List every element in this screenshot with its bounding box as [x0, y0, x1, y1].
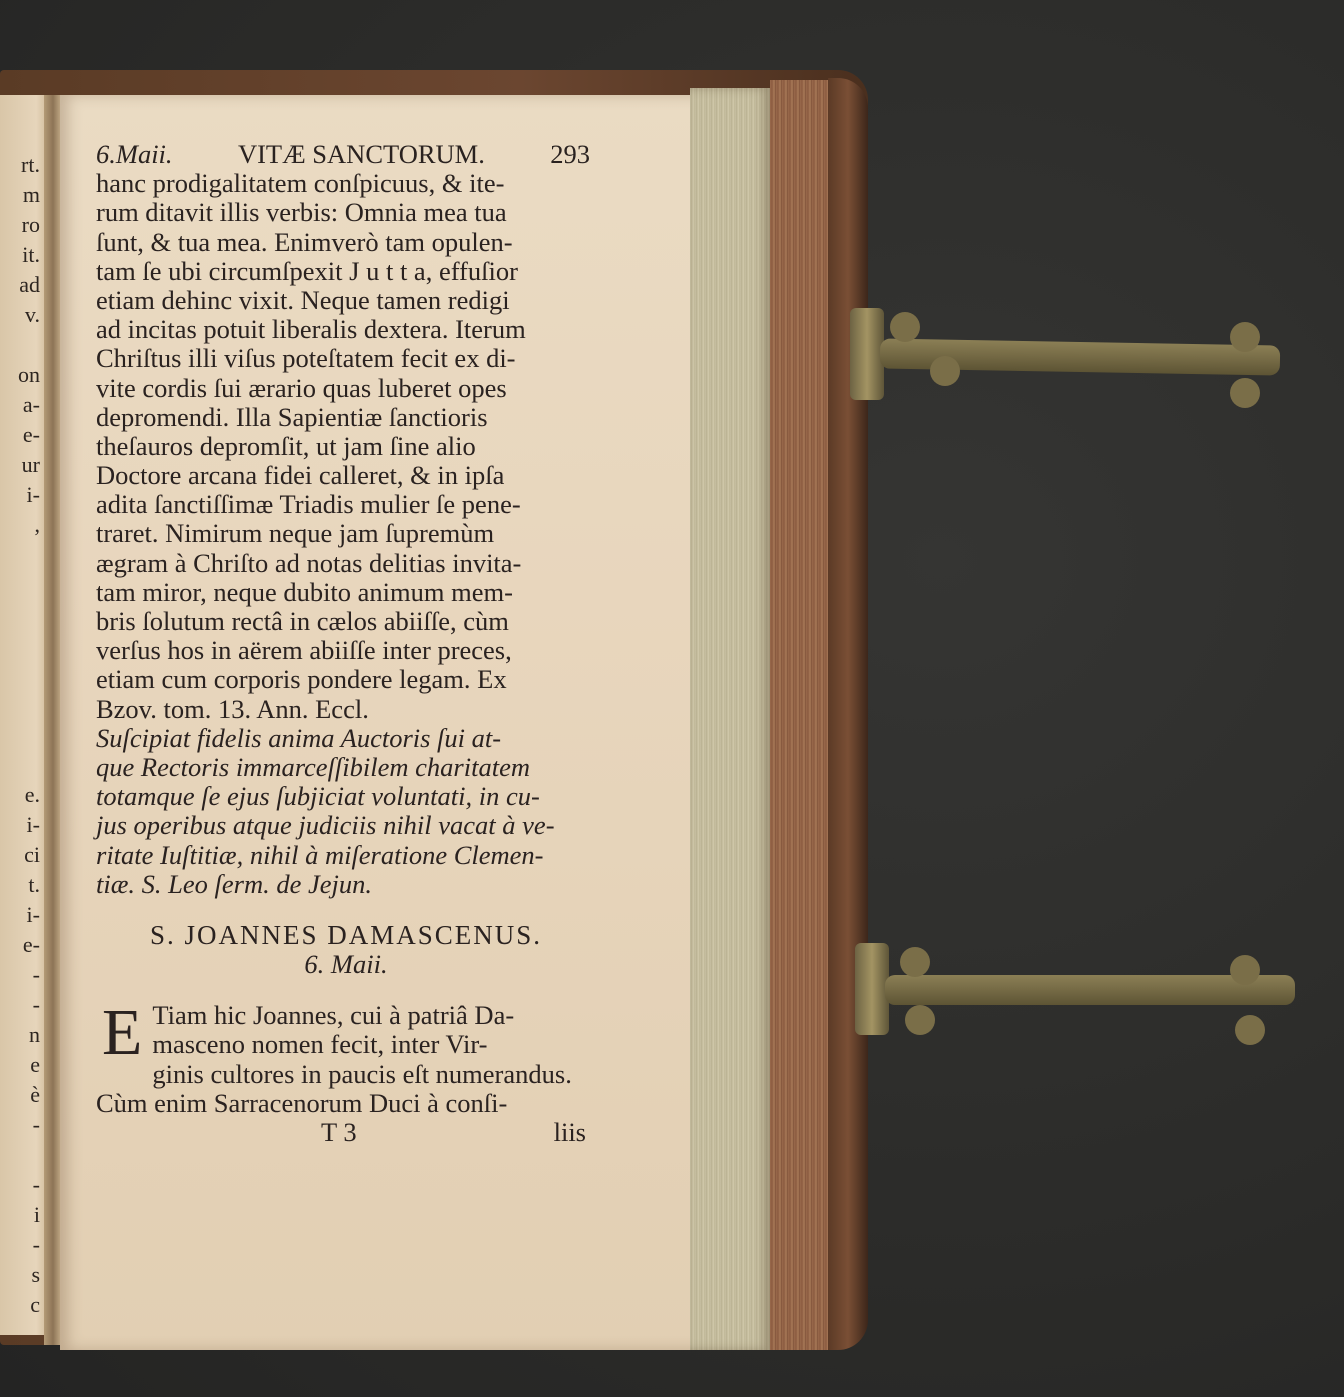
- left-page-fragment: n: [29, 1022, 40, 1047]
- text-line: Chriſtus illi viſus poteſtatem fecit ex di-: [96, 343, 516, 374]
- lower-clasp-knob: [1235, 1015, 1265, 1045]
- left-page-fragment: c: [30, 1292, 40, 1317]
- lower-clasp-knob: [1230, 955, 1260, 985]
- left-page-fragment: v.: [24, 302, 40, 327]
- left-page-fragment: [0, 720, 40, 750]
- left-page-fragment: [0, 330, 40, 360]
- left-page-fragment: s: [31, 1262, 40, 1287]
- text-line: traret. Nimirum neque jam ſupremùm: [96, 518, 495, 549]
- text-line: tam ſe ubi circumſpexit J u t t a, effuſior: [96, 255, 518, 286]
- cover-edge-right: [828, 78, 868, 1350]
- upper-clasp-knob: [930, 356, 960, 386]
- quote-line: ritate Iuſtitiæ, nihil à miſeratione Clemen-: [96, 839, 544, 870]
- quote-line: totamque ſe ejus ſubjiciat voluntati, in cu-: [96, 781, 540, 812]
- left-page-fragment: -: [32, 1112, 40, 1137]
- upper-clasp[interactable]: [850, 300, 1290, 420]
- quote-line: jus operibus atque judiciis nihil vacat à ve-: [96, 810, 555, 841]
- left-page-fragment: ad: [19, 272, 40, 297]
- left-page-fragment: [0, 570, 40, 600]
- quote-line: Suſcipiat fidelis anima Auctoris ſui at-: [96, 722, 502, 753]
- paragraph-line: masceno nomen fecit, inter Vir-: [152, 1029, 488, 1060]
- left-page-text-fragments: [0, 150, 40, 1320]
- text-line: ad incitas potuit liberalis dextera. Iterum: [96, 314, 526, 345]
- left-page-fragment: ur: [21, 452, 40, 477]
- left-page-fragment: m: [22, 182, 40, 207]
- section-date: 6. Maii.: [304, 949, 388, 980]
- page-number: 293: [550, 139, 590, 169]
- paragraph-line: Cùm enim Sarracenorum Duci à conſi-: [96, 1087, 508, 1118]
- text-line: etiam cum corporis pondere legam. Ex: [96, 664, 507, 695]
- text-line: etiam dehinc vixit. Neque tamen redigi: [96, 284, 510, 315]
- text-line: vite cordis ſui ærario quas luberet opes: [96, 372, 507, 403]
- left-page-fragment: it.: [22, 242, 40, 267]
- text-line: depromendi. Illa Sapientiæ ſanctioris: [96, 401, 488, 432]
- upper-clasp-knob: [1230, 378, 1260, 408]
- text-line: verſus hos in aërem abiiſſe inter preces,: [96, 635, 512, 666]
- text-line: ægram à Chriſto ad notas delitias invita-: [96, 547, 522, 578]
- lower-clasp-hinge: [855, 943, 889, 1035]
- left-page-fragment: -: [32, 1232, 40, 1257]
- left-page-fragment: e: [30, 1052, 40, 1077]
- signature-mark: T 3: [321, 1117, 357, 1147]
- left-page-fragment: [0, 750, 40, 780]
- page-stack: [690, 88, 770, 1350]
- paragraph-line: Tiam hic Joannes, cui à patriâ Da-: [152, 1000, 515, 1031]
- left-page-fragment: ro: [21, 212, 40, 237]
- left-page-fragment: -: [32, 992, 40, 1017]
- left-page-fragment: e-: [22, 932, 40, 957]
- left-page-fragment: [0, 630, 40, 660]
- left-page-fragment: [0, 660, 40, 690]
- left-page-fragment: e-: [22, 422, 40, 447]
- text-line: bris ſolutum rectâ in cælos abiiſſe, cùm: [96, 606, 509, 636]
- lower-clasp-knob: [900, 947, 930, 977]
- left-page-fragment: ,: [34, 512, 40, 537]
- left-page-fragment: i-: [26, 902, 40, 927]
- upper-clasp-hinge: [850, 308, 884, 400]
- text-line: Doctore arcana fidei calleret, & in ipſa: [96, 460, 505, 491]
- left-page-fragment: -: [32, 962, 40, 987]
- left-page-fragment: -: [32, 1172, 40, 1197]
- quotation: [96, 724, 601, 899]
- left-page-fragment: i: [33, 1202, 40, 1227]
- text-line: tam miror, neque dubito animum mem-: [96, 576, 513, 607]
- left-page-fragment: ci: [24, 842, 40, 867]
- upper-clasp-knob: [890, 312, 920, 342]
- left-page-fragment: è: [30, 1082, 40, 1107]
- body-text: [96, 169, 601, 724]
- left-page-fragment: i-: [26, 812, 40, 837]
- left-page-fragment: rt.: [21, 152, 40, 177]
- running-head-title: VITÆ SANCTORUM.: [237, 139, 485, 169]
- lower-clasp[interactable]: [855, 935, 1305, 1055]
- upper-clasp-knob: [1230, 322, 1260, 352]
- text-line: theſauros depromſit, ut jam ſine alio: [96, 430, 476, 461]
- left-page-fragment: on: [18, 362, 40, 387]
- left-page-fragment: [0, 1140, 40, 1170]
- running-head: [96, 140, 590, 169]
- quote-line: que Rectoris immarceſſibilem charitatem: [96, 751, 530, 782]
- text-line: ſunt, & tua mea. Enimverò tam opulen-: [96, 226, 513, 257]
- left-page-fragment: [0, 540, 40, 570]
- paragraph: [96, 996, 601, 1118]
- lower-clasp-knob: [905, 1005, 935, 1035]
- drop-cap: E: [102, 996, 143, 1070]
- left-page-fragment: a-: [22, 392, 40, 417]
- page-footer: [96, 1118, 586, 1147]
- quote-line: tiæ. S. Leo ſerm. de Jejun.: [96, 868, 372, 899]
- left-page-fragment: e.: [24, 782, 40, 807]
- text-line: rum ditavit illis verbis: Omnia mea tua: [96, 197, 507, 228]
- left-page-fragment: [0, 690, 40, 720]
- text-line: adita ſanctiſſimæ Triadis mulier ſe pene-: [96, 489, 521, 520]
- left-page-fragment: t.: [28, 872, 40, 897]
- red-fore-edge: [770, 80, 830, 1350]
- left-page-fragment: [0, 600, 40, 630]
- catchword: liis: [553, 1117, 586, 1147]
- left-page-fragment: i-: [26, 482, 40, 507]
- paragraph-line: ginis cultores in paucis eſt numerandus.: [152, 1058, 572, 1089]
- text-line: hanc prodigalitatem conſpicuus, & ite-: [96, 168, 505, 199]
- text-line: Bzov. tom. 13. Ann. Eccl.: [96, 693, 369, 724]
- page-text: [96, 140, 601, 1147]
- running-head-date: 6.Maii.: [96, 139, 173, 169]
- section-heading: S. JOANNES DAMASCENUS.: [149, 919, 543, 950]
